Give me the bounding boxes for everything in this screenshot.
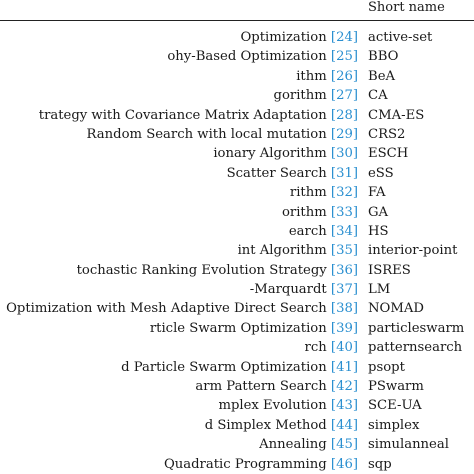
table-row (0, 261, 474, 280)
reference-link[interactable]: [32] (330, 185, 358, 201)
reference-link[interactable]: [39] (330, 320, 358, 336)
algorithm-name-cell (282, 203, 358, 222)
short-name-cell: FA (368, 185, 386, 201)
short-name-cell: LM (368, 282, 391, 298)
reference-link[interactable]: [27] (330, 88, 358, 104)
algorithm-name-cell (205, 416, 358, 435)
algorithm-name: ohy-Based Optimization (167, 49, 327, 65)
algorithm-name: Scatter Search (226, 165, 327, 181)
header-short-name: Short name (368, 0, 445, 15)
algorithm-name: Quadratic Programming (163, 456, 327, 472)
reference-link[interactable]: [44] (330, 417, 358, 433)
algorithm-name-cell (150, 319, 358, 338)
table-row (0, 183, 474, 202)
algorithm-name-cell (213, 144, 358, 163)
table-row (0, 144, 474, 163)
table-row (0, 416, 474, 435)
reference-link[interactable]: [43] (330, 398, 358, 414)
short-name-cell: eSS (368, 165, 394, 181)
algorithm-name-cell (240, 28, 358, 47)
table-header (0, 0, 474, 20)
reference-link[interactable]: [45] (330, 437, 358, 453)
algorithm-name-cell (305, 338, 358, 357)
algorithm-name: ionary Algorithm (213, 146, 327, 162)
table-row (0, 86, 474, 105)
short-name-cell: CA (368, 88, 388, 104)
short-name-cell: interior-point (368, 243, 458, 259)
table-row (0, 47, 474, 66)
short-name-cell: CMA-ES (368, 107, 425, 123)
reference-link[interactable]: [26] (330, 68, 358, 84)
algorithm-name: ithm (296, 68, 327, 84)
algorithm-name-cell (250, 280, 358, 299)
reference-link[interactable]: [29] (330, 126, 358, 142)
short-name-cell: PSwarm (368, 379, 424, 395)
algorithm-name: Optimization (240, 30, 327, 45)
table-row (0, 455, 474, 474)
table-row (0, 358, 474, 377)
algorithm-name: Random Search with local mutation (86, 126, 327, 142)
algorithm-name: rticle Swarm Optimization (149, 320, 327, 336)
algorithm-name: rithm (289, 185, 327, 201)
reference-link[interactable]: [42] (330, 379, 358, 395)
short-name-cell: HS (368, 223, 389, 239)
reference-link[interactable]: [33] (330, 204, 358, 220)
short-name-cell: BeA (368, 68, 396, 84)
algorithm-name-cell (164, 455, 358, 474)
short-name-cell: ESCH (368, 146, 409, 162)
algorithm-name: rch (304, 340, 327, 356)
reference-link[interactable]: [41] (330, 359, 358, 375)
algorithm-name: d Simplex Method (204, 417, 327, 433)
algorithm-name-cell (296, 67, 358, 86)
header-rule (0, 20, 474, 21)
algorithm-name-cell (77, 261, 358, 280)
short-name-cell: BBO (368, 49, 399, 65)
algorithm-name: Annealing (259, 437, 327, 453)
algorithm-name-cell (227, 164, 358, 183)
table-row (0, 28, 474, 47)
short-name-cell: ISRES (368, 262, 411, 278)
reference-link[interactable]: [28] (330, 107, 358, 123)
table-row (0, 319, 474, 338)
algorithm-name: tochastic Ranking Evolution Strategy (76, 262, 327, 278)
algorithm-name-cell (195, 377, 358, 396)
algorithm-name: trategy with Covariance Matrix Adaptation (38, 107, 327, 123)
algorithm-name-cell (87, 125, 358, 144)
algorithm-name-cell (121, 358, 358, 377)
short-name-cell: NOMAD (368, 301, 424, 317)
algorithm-name: mplex Evolution (218, 398, 327, 414)
algorithm-name-cell (238, 241, 358, 260)
short-name-cell: patternsearch (368, 340, 463, 356)
algorithm-name: -Marquardt (249, 282, 327, 298)
short-name-cell: GA (368, 204, 389, 220)
table-row (0, 299, 474, 318)
short-name-cell: SCE-UA (368, 398, 422, 414)
table-row (0, 396, 474, 415)
reference-link[interactable]: [46] (330, 456, 358, 472)
short-name-cell: sqp (368, 456, 392, 472)
algorithm-name-cell (39, 106, 358, 125)
algorithm-name-cell (6, 299, 358, 318)
table-row (0, 241, 474, 260)
algorithm-name: gorithm (273, 88, 327, 104)
short-name-cell: simplex (368, 417, 420, 433)
algorithm-name-cell (218, 396, 358, 415)
reference-link[interactable]: [24] (330, 30, 358, 45)
table-body (0, 28, 474, 474)
algorithm-name: int Algorithm (237, 243, 327, 259)
reference-link[interactable]: [38] (330, 301, 358, 317)
short-name-cell: psopt (368, 359, 405, 375)
reference-link[interactable]: [31] (330, 165, 358, 181)
algorithm-name-cell (259, 435, 358, 454)
table-row (0, 338, 474, 357)
short-name-cell: particleswarm (368, 320, 465, 336)
algorithm-name: earch (288, 223, 327, 239)
table-row (0, 67, 474, 86)
reference-link[interactable]: [25] (330, 49, 358, 65)
reference-link[interactable]: [34] (330, 223, 358, 239)
algorithm-name-cell (274, 86, 358, 105)
table-row (0, 435, 474, 454)
reference-link[interactable]: [30] (330, 146, 358, 162)
algorithm-name: orithm (281, 204, 327, 220)
algorithm-name-cell (167, 47, 358, 66)
table-row (0, 280, 474, 299)
table-row (0, 164, 474, 183)
reference-link[interactable]: [37] (330, 282, 358, 298)
algorithm-name: arm Pattern Search (195, 379, 327, 395)
table-row (0, 106, 474, 125)
short-name-cell: active-set (368, 30, 433, 45)
algorithm-name: Optimization with Mesh Adaptive Direct Search (6, 301, 327, 317)
algorithm-name-cell (290, 183, 358, 202)
short-name-cell: CRS2 (368, 126, 406, 142)
reference-link[interactable]: [36] (330, 262, 358, 278)
algorithm-name: d Particle Swarm Optimization (121, 359, 327, 375)
table-row (0, 125, 474, 144)
reference-link[interactable]: [35] (330, 243, 358, 259)
table-row (0, 222, 474, 241)
short-name-cell: simulanneal (368, 437, 449, 453)
table-row (0, 377, 474, 396)
algorithm-name-cell (289, 222, 358, 241)
table-row (0, 203, 474, 222)
reference-link[interactable]: [40] (330, 340, 358, 356)
